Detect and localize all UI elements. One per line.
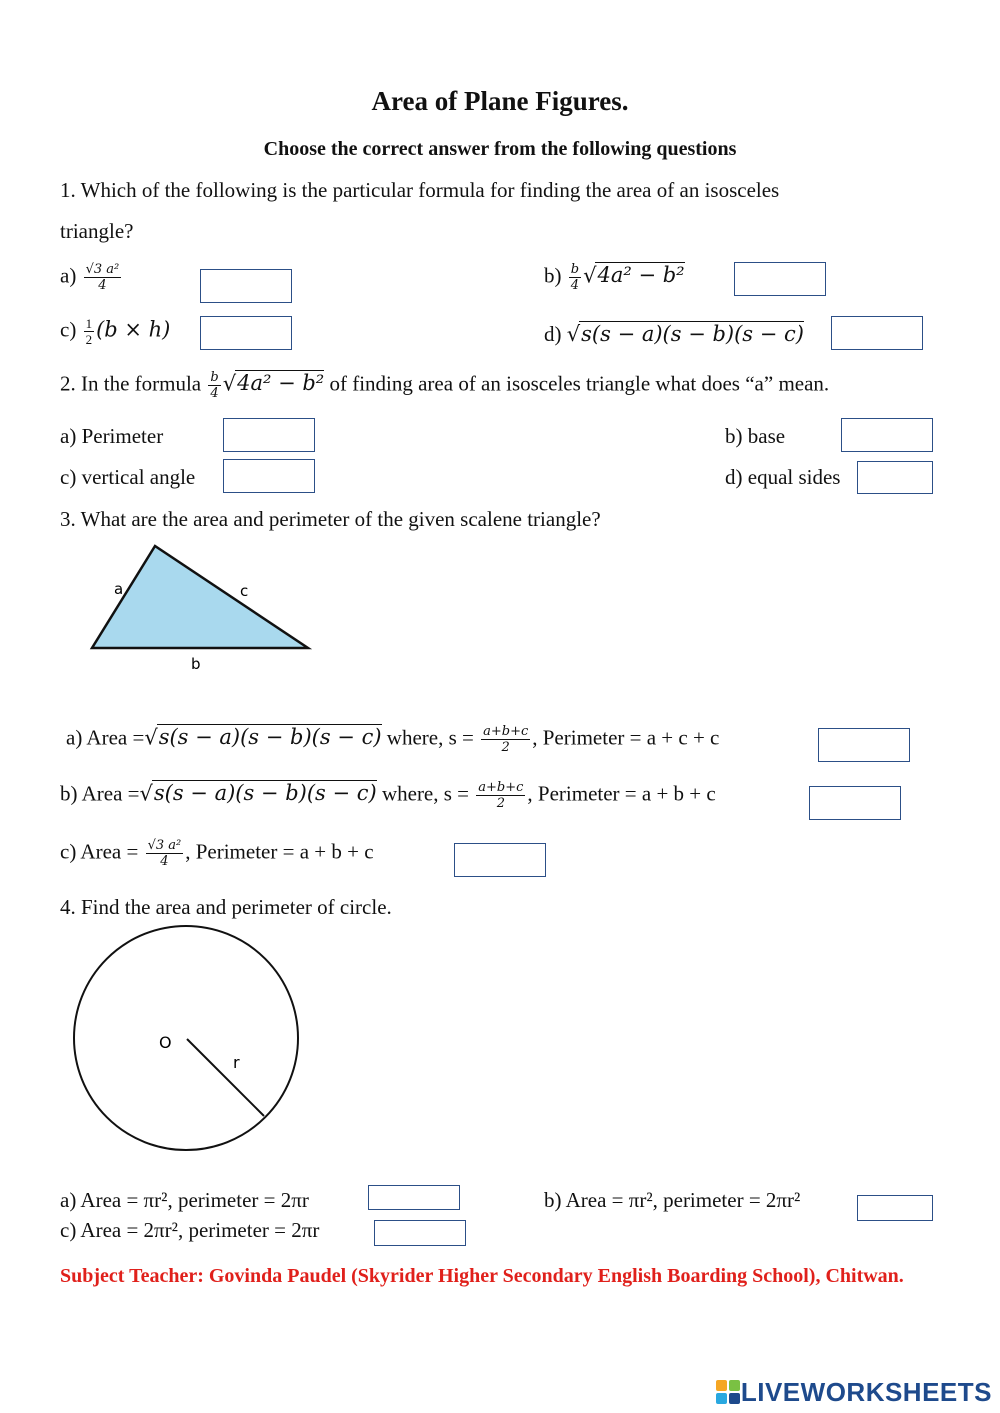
scalene-triangle-figure (80, 538, 330, 678)
question-1-text-line1: 1. Which of the following is the particular formula for finding the area of an isosceles (60, 178, 780, 202)
q3-option-a-fraction: $\frac{a+b+c}{2}$ (483, 724, 529, 755)
q4-option-c: c) Area = 2πr², perimeter = 2πr (60, 1218, 320, 1242)
q4-option-a: a) Area = πr², perimeter = 2πr (60, 1188, 309, 1212)
q1-option-a-label: a) (60, 263, 77, 288)
triangle-side-c-label: c (240, 582, 249, 600)
q1-option-b: b) $\frac{b}{4}$ √4a² − b² (544, 262, 685, 293)
q4-answer-c-input[interactable] (374, 1220, 466, 1246)
circle-radius-label: r (233, 1053, 240, 1072)
question-4-text: 4. Find the area and perimeter of circle. (60, 895, 392, 919)
triangle-side-b-label: b (191, 655, 201, 673)
question-1-text-line2: triangle? (60, 219, 134, 243)
q3-answer-c-input[interactable] (454, 843, 546, 877)
circle-center-label: O (159, 1033, 172, 1052)
liveworksheets-logo-text: LIVEWORKSHEETS (740, 1376, 992, 1407)
q1-option-d: d) √s(s − a)(s − b)(s − c) (544, 322, 804, 346)
q4-option-b: b) Area = πr², perimeter = 2πr² (544, 1188, 801, 1212)
page-title: Area of Plane Figures. (371, 86, 629, 116)
liveworksheets-logo-icon (715, 1379, 741, 1405)
q1-option-d-label: d) (544, 322, 562, 346)
q4-answer-a-input[interactable] (368, 1185, 460, 1210)
q3-option-c: c) Area = $\frac{\text{√3 a²}}{4}$ , Perimeter = a + b + c (60, 838, 374, 869)
circle-figure (66, 920, 306, 1160)
q2-answer-b-input[interactable] (841, 418, 933, 452)
question-3-text: 3. What are the area and perimeter of the given scalene triangle? (60, 507, 601, 531)
q3-option-c-fraction: $\frac{\text{√3 a²}}{4}$ (147, 838, 182, 869)
q4-answer-b-input[interactable] (857, 1195, 933, 1221)
q2-answer-d-input[interactable] (857, 461, 933, 494)
circle-shape (74, 926, 298, 1150)
page-subtitle: Choose the correct answer from the following questions (263, 138, 737, 160)
q2-formula-root: 4a² − b² (237, 371, 325, 396)
q2-answer-a-input[interactable] (223, 418, 315, 452)
q3-option-b: b) Area =√s(s − a)(s − b)(s − c) where, s = $\frac{a+b+c}{2}$ , Perimeter = a + b + c (60, 780, 716, 811)
q1-answer-a-input[interactable] (200, 269, 292, 303)
question-2-text: 2. In the formula $\frac{b}{4}$ √4a² − b² of finding area of an isosceles triangle what does “a” mean. (60, 370, 830, 401)
q3-option-a: a) Area =√s(s − a)(s − b)(s − c) where, s = $\frac{a+b+c}{2}$ , Perimeter = a + c + c (66, 724, 720, 755)
q2-option-d: d) equal sides (725, 465, 841, 489)
q1-option-c-label: c) (60, 317, 77, 342)
q1-answer-b-input[interactable] (734, 262, 826, 296)
q1-option-c: c) $\frac{1}{2}$ (b × h) (60, 316, 171, 347)
q1-answer-c-input[interactable] (200, 316, 292, 350)
q3-answer-b-input[interactable] (809, 786, 901, 820)
liveworksheets-logo (715, 1377, 992, 1407)
triangle-side-a-label: a (114, 580, 124, 598)
subject-teacher-credit: Subject Teacher: Govinda Paudel (Skyrider Higher Secondary English Boarding School), Chitwan. (60, 1265, 904, 1287)
q2-answer-c-input[interactable] (223, 459, 315, 493)
q3-answer-a-input[interactable] (818, 728, 910, 762)
q2-option-a: a) Perimeter (60, 424, 164, 448)
q3-option-b-fraction: $\frac{a+b+c}{2}$ (478, 780, 524, 811)
q2-option-b: b) base (725, 424, 786, 448)
q1-option-b-label: b) (544, 263, 562, 288)
q1-option-a (60, 262, 123, 293)
q1-option-c-fraction: $\frac{1}{2}$ (85, 316, 93, 347)
q1-option-a-fraction: $\frac{\text{√3 a²}}{4}$ (85, 262, 120, 293)
scalene-triangle-shape (92, 546, 308, 648)
q2-option-c: c) vertical angle (60, 465, 196, 489)
q2-formula-fraction: $\frac{b}{4}$ (210, 370, 219, 401)
q1-answer-d-input[interactable] (831, 316, 923, 350)
q1-option-b-fraction: $\frac{b}{4}$ (570, 262, 580, 293)
